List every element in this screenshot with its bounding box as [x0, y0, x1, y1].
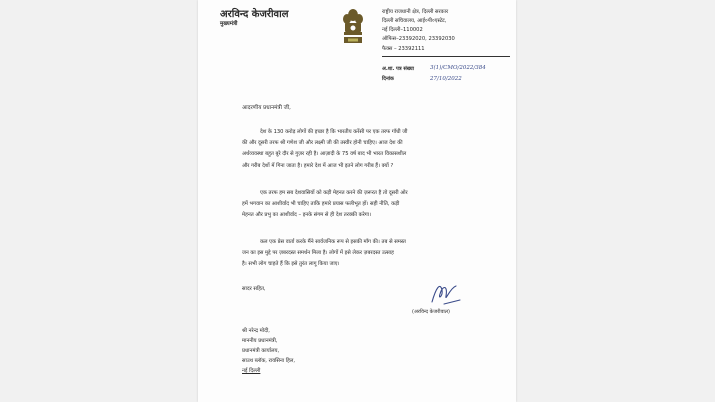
sender-title: मुख्यमंत्री — [220, 21, 238, 27]
closing-text: सादर सहित, — [242, 286, 266, 292]
address-line: राष्ट्रीय राजधानी क्षेत्र, दिल्ली सरकार — [382, 9, 449, 15]
letterhead-divider — [382, 56, 510, 57]
address-line: फैक्स – 23392111 — [382, 46, 425, 52]
paragraph-line: हमें भगवान का आशीर्वाद भी चाहिए ताकि हमारे प्रयास फलीभूत हों। सही नीति, कड़ी — [242, 201, 400, 208]
signatory-name: (अरविन्द केजरीवाल) — [412, 309, 450, 315]
address-line: ऑफिस–23392020, 23392030 — [382, 36, 455, 42]
letter-page — [198, 0, 516, 402]
body-paragraph — [242, 237, 482, 271]
national-emblem-icon — [340, 6, 366, 46]
paragraph-line: कल एक प्रेस वार्ता करके मैंने सार्वजनिक रूप से इसकी माँग की। तब से समस्त — [260, 239, 406, 245]
paragraph-line: एक तरफ हम सब देशवासियों को कड़ी मेहनत करने की ज़रूरत है तो दूसरी ओर — [260, 190, 408, 196]
sender-name: अरविन्द केजरीवाल — [220, 9, 289, 20]
date-label: दिनांक — [382, 76, 394, 82]
address-line: नई दिल्ली–110002 — [382, 27, 423, 33]
paragraph-line: देश के 130 करोड़ लोगों की इच्छा है कि भारतीय करेंसी पर एक तरफ गाँधी जी — [260, 129, 408, 135]
address-line: दिल्ली सचिवालय, आई०पी०एस्टेट, — [382, 18, 447, 24]
signature-image — [426, 280, 466, 308]
paragraph-line: और गरीब देशों में गिना जाता है। हमारे देश में आज भी इतने लोग गरीब हैं। क्यों ? — [242, 162, 394, 169]
paragraph-line: अर्थव्यवस्था बहुत बुरे दौर से गुज़र रही है। आज़ादी के 75 वर्ष बाद भी भारत विकासशील — [242, 151, 407, 158]
paragraph-line: मेहनत और प्रभु का आशीर्वाद – इनके संगम से ही देश तरक्की करेगा। — [242, 212, 371, 219]
recipient-line: नई दिल्ली — [242, 368, 261, 374]
body-paragraph — [242, 188, 482, 222]
salutation: आदरणीय प्रधानमंत्री जी, — [242, 105, 291, 111]
recipient-line: प्रधानमंत्री कार्यालय, — [242, 348, 280, 354]
date-value: 27/10/2022 — [430, 76, 462, 82]
recipient-line: साउथ ब्लॉक, रायसिना हिल, — [242, 358, 296, 364]
paragraph-line: जन का इस मुद्दे पर ज़बरदस्त समर्थन मिला है। लोगों में इसे लेकर ज़बरदस्त उत्साह — [242, 250, 394, 257]
body-paragraph — [242, 127, 482, 172]
ref-number-label: अ.शा. पत्र संख्या — [382, 66, 414, 72]
ref-number-value: 3(1)/CMO/2022/384 — [430, 65, 486, 71]
recipient-line: माननीय प्रधानमंत्री, — [242, 338, 278, 344]
paragraph-line: की और दूसरी तरफ श्री गणेश जी और लक्ष्मी जी की तस्वीर होनी चाहिए। आज देश की — [242, 140, 403, 147]
paragraph-line: है। सभी लोग चाहते हैं कि इसे तुरंत लागू किया जाए। — [242, 261, 340, 268]
recipient-line: श्री नरेन्द्र मोदी, — [242, 328, 270, 334]
